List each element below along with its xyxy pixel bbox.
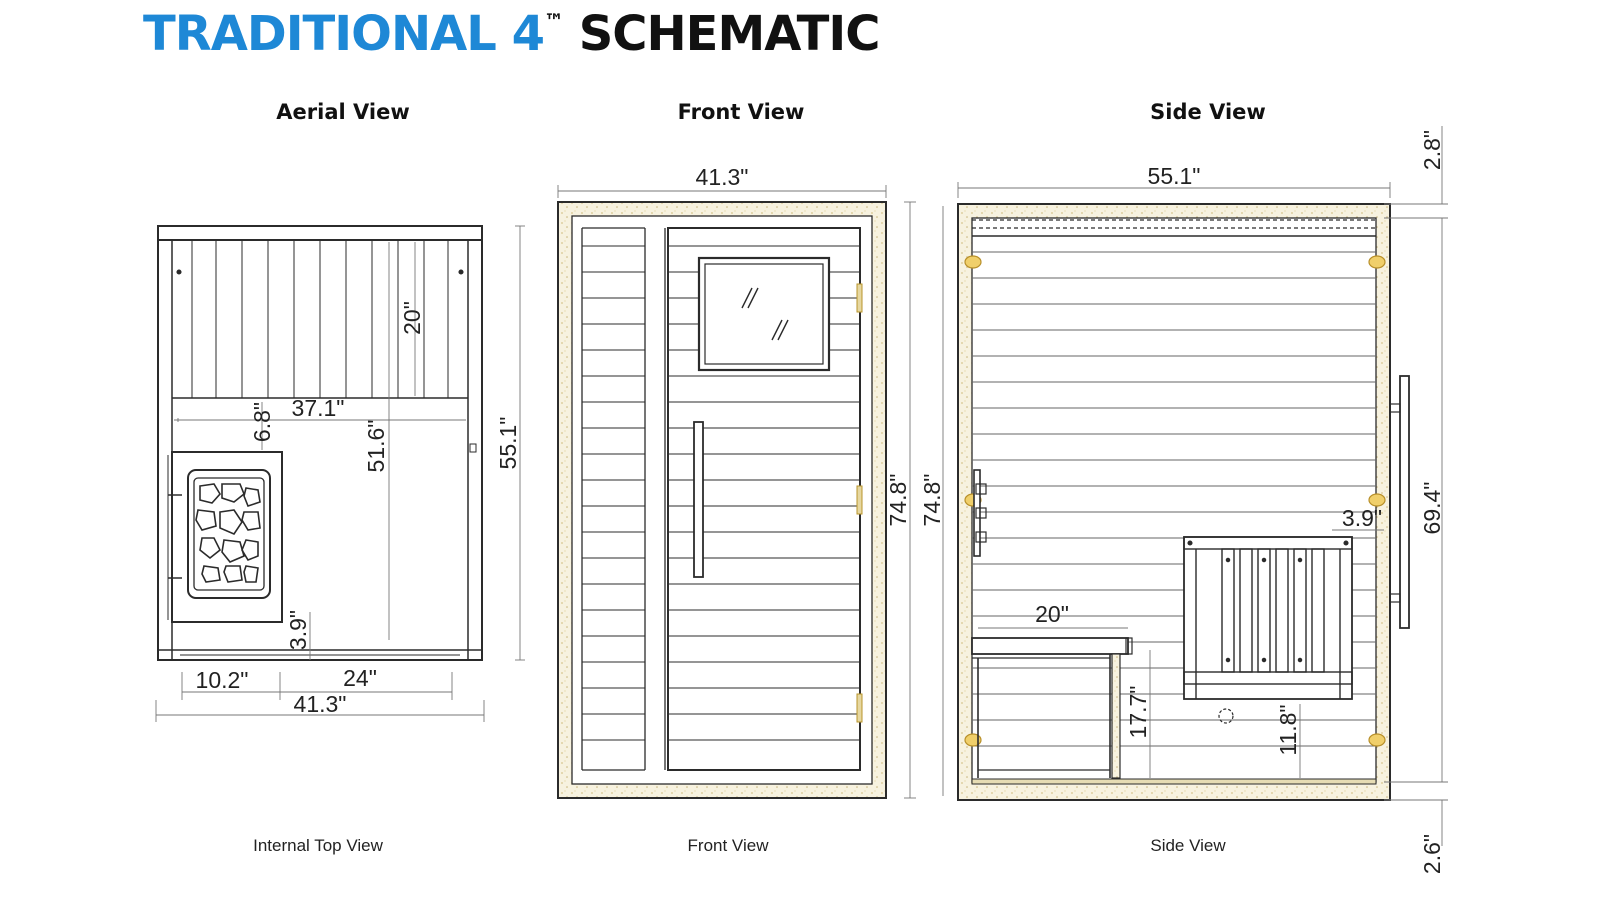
front-view-heading: Front View — [677, 100, 805, 124]
front-height-label: 74.8" — [885, 473, 911, 527]
side-heater — [1184, 537, 1352, 699]
aerial-inner-width-label: 37.1" — [291, 395, 345, 421]
side-view — [958, 204, 1409, 800]
aerial-inner-depth-label: 51.6" — [363, 419, 389, 473]
side-width-label: 55.1" — [1147, 163, 1201, 189]
aerial-view — [158, 226, 482, 660]
title-rest: SCHEMATIC — [562, 6, 880, 62]
aerial-heater-gap-label: 6.8" — [249, 401, 275, 443]
aerial-outer-depth-label: 55.1" — [495, 416, 521, 470]
side-base-label: 2.6" — [1419, 833, 1445, 875]
side-heater-floor-label: 11.8" — [1275, 704, 1301, 756]
side-height-label: 74.8" — [919, 473, 945, 527]
title-trademark: ™ — [543, 9, 563, 33]
side-inner-height-label: 69.4" — [1419, 481, 1445, 535]
door-handle — [694, 422, 703, 577]
aerial-view-caption: Internal Top View — [253, 836, 383, 855]
aerial-outer-width-label: 41.3" — [293, 691, 347, 717]
side-bench-depth-label: 20" — [1035, 601, 1069, 627]
side-heater-offset-label: 3.9" — [1341, 505, 1383, 531]
side-bench-height-label: 17.7" — [1125, 685, 1151, 739]
side-roof-label: 2.8" — [1419, 129, 1445, 171]
side-view-heading: Side View — [1150, 100, 1266, 124]
side-door-handle — [1400, 376, 1409, 628]
aerial-door-width-label: 24" — [343, 665, 377, 691]
aerial-bench-depth-label: 20" — [399, 301, 425, 335]
aerial-heater-width-label: 10.2" — [195, 667, 249, 693]
front-width-label: 41.3" — [695, 164, 749, 190]
aerial-heater-front-label: 3.9" — [285, 609, 311, 651]
front-view-caption: Front View — [687, 836, 769, 855]
door-window — [699, 258, 829, 370]
aerial-view-heading: Aerial View — [276, 100, 410, 124]
title-main: TRADITIONAL 4 — [143, 6, 544, 62]
side-view-caption: Side View — [1150, 836, 1226, 855]
front-view — [558, 202, 886, 798]
